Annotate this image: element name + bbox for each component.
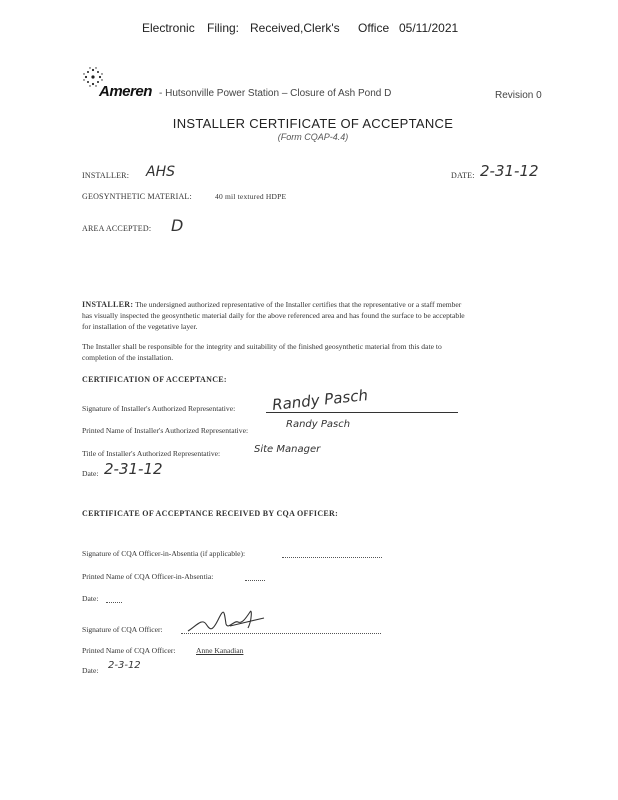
date-value: 2-31-12 xyxy=(480,162,539,180)
statement-label: INSTALLER: xyxy=(82,300,134,309)
cqa-absentia-date-line xyxy=(106,602,122,603)
statement-line-2: has visually inspected the geosynthetic material daily for the above referenced area and has found the surface to be acceptable xyxy=(82,311,465,320)
statement-line-3: for installation of the vegetative layer. xyxy=(82,322,198,331)
installer-title-value: Site Manager xyxy=(254,444,321,455)
cqa-absentia-signature-line xyxy=(282,557,382,558)
installer-label: INSTALLER: xyxy=(82,171,130,180)
page-title: INSTALLER CERTIFICATE OF ACCEPTANCE xyxy=(172,116,454,131)
installer-name-value: Randy Pasch xyxy=(286,419,351,430)
area-value: D xyxy=(171,216,184,235)
cqa-absentia-signature-label: Signature of CQA Officer-in-Absentia (if applicable): xyxy=(82,549,246,558)
cqa-date-label: Date: xyxy=(82,666,99,675)
geosynthetic-label: GEOSYNTHETIC MATERIAL: xyxy=(82,192,192,201)
certification-heading: CERTIFICATION OF ACCEPTANCE: xyxy=(82,375,227,384)
installer-title-label: Title of Installer's Authorized Representative: xyxy=(82,449,221,458)
responsibility-line-2: completion of the installation. xyxy=(82,353,174,362)
installer-signature: Randy Pasch xyxy=(271,386,369,414)
statement-text-1: The undersigned authorized representative of the Installer certifies that the representative or a staff member xyxy=(135,300,462,309)
filing-stamp-date: 05/11/2021 xyxy=(399,21,459,35)
cqa-absentia-name-line xyxy=(245,580,265,581)
ameren-logo-text: Ameren xyxy=(99,83,152,100)
cqa-signature xyxy=(186,606,268,641)
installer-date-label: Date: xyxy=(82,469,99,478)
installer-value: AHS xyxy=(146,164,175,180)
responsibility-line-1: The Installer shall be responsible for the integrity and suitability of the finished geosynthetic material from this date to xyxy=(82,342,442,351)
date-label: DATE: xyxy=(451,171,475,180)
cqa-date-value: 2-3-12 xyxy=(108,660,141,671)
filing-stamp-word-filing: Filing: xyxy=(207,21,240,35)
cqa-absentia-name-label: Printed Name of CQA Officer-in-Absentia: xyxy=(82,572,214,581)
filing-stamp-word-office: Office xyxy=(358,21,390,35)
filing-stamp-word-electronic: Electronic xyxy=(142,21,195,35)
cqa-name-value: Anne Kanadian xyxy=(196,646,244,655)
filing-stamp-word-received: Received,Clerk's xyxy=(250,21,340,35)
cqa-signature-scribble xyxy=(186,606,268,636)
area-label: AREA ACCEPTED: xyxy=(82,224,152,233)
installer-signature-line xyxy=(266,412,458,413)
geosynthetic-value: 40 mil textured HDPE xyxy=(215,192,287,201)
statement-line-1 xyxy=(82,300,461,311)
form-code: (Form CQAP-4.4) xyxy=(277,132,349,142)
installer-date-value: 2-31-12 xyxy=(104,460,163,478)
cqa-signature-label: Signature of CQA Officer: xyxy=(82,625,163,634)
revision-label: Revision 0 xyxy=(495,90,542,101)
cqa-heading: CERTIFICATE OF ACCEPTANCE RECEIVED BY CQA OFFICER: xyxy=(82,509,339,518)
installer-name-label: Printed Name of Installer's Authorized Representative: xyxy=(82,426,249,435)
site-title: - Hutsonville Power Station – Closure of Ash Pond D xyxy=(159,88,392,99)
installer-signature-label: Signature of Installer's Authorized Representative: xyxy=(82,404,236,413)
cqa-name-label: Printed Name of CQA Officer: xyxy=(82,646,176,655)
cqa-absentia-date-label: Date: xyxy=(82,594,99,603)
